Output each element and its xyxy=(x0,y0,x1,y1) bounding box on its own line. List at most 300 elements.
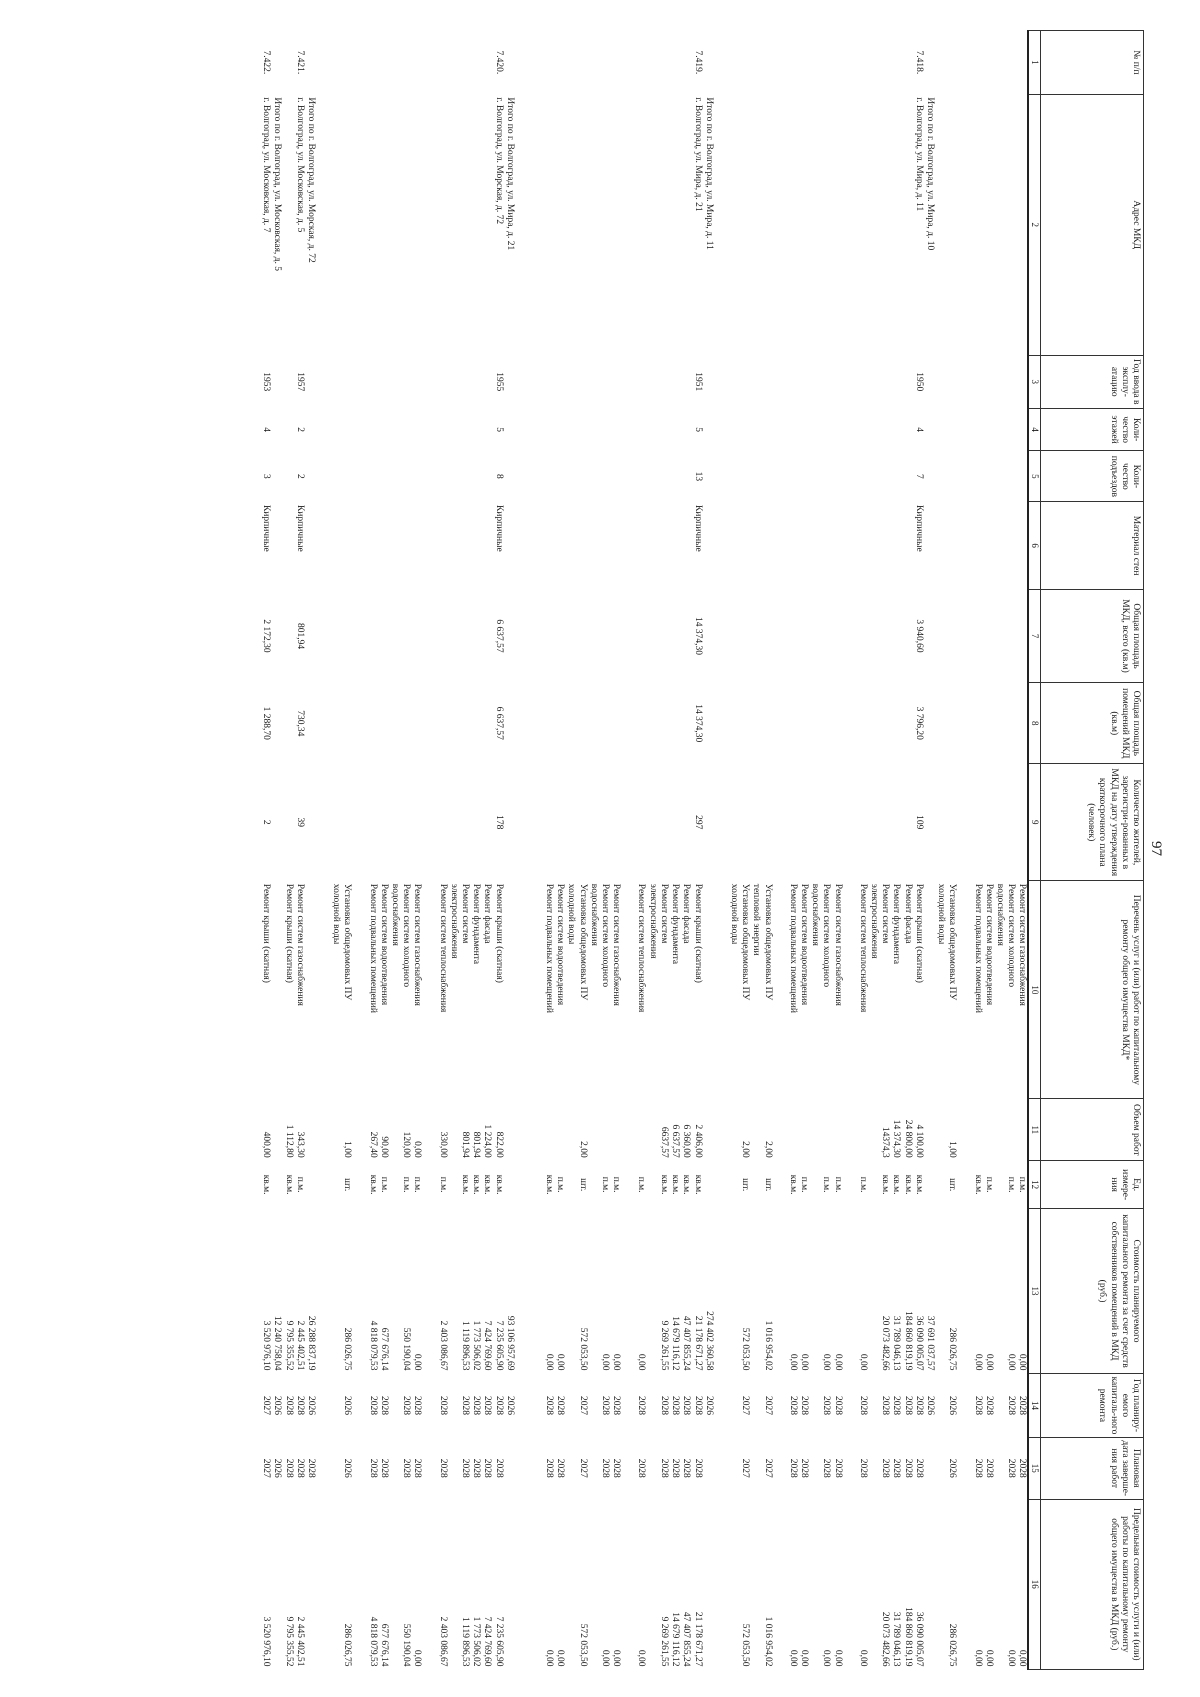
limit-cost-cell: 286 026,75 xyxy=(947,1623,958,1667)
wall-material-cell xyxy=(890,502,901,589)
entrances-cell xyxy=(316,451,330,502)
residents-cell: 297 xyxy=(692,815,703,830)
work-volume-cell xyxy=(820,1099,831,1161)
limit-cost-cell xyxy=(773,1499,787,1669)
total-area-cell xyxy=(422,589,436,683)
table-row xyxy=(857,31,868,1670)
entrances-cell xyxy=(857,451,868,502)
end-date-cell: 2028 xyxy=(972,1458,983,1478)
total-area-cell xyxy=(957,589,971,683)
repair-year-cell xyxy=(750,1374,761,1438)
work-volume-cell xyxy=(352,1099,366,1161)
premises-area-cell xyxy=(957,683,971,764)
residents-cell xyxy=(389,764,400,881)
wall-material-cell xyxy=(588,502,599,589)
repair-year-cell xyxy=(565,1374,576,1438)
wall-material-cell xyxy=(798,502,809,589)
table-row xyxy=(935,31,946,1670)
header-cell: Предельная стоимость услуги и (или) работы по капитальному ремонту общего имущества в МКД (руб.) xyxy=(1041,1499,1144,1669)
row-number-cell xyxy=(669,31,680,95)
row-number-cell xyxy=(366,31,377,95)
work-type-cell: Ремонт крыши (скатная) xyxy=(283,883,294,983)
residents-cell xyxy=(529,764,543,881)
planned-cost-cell xyxy=(843,1209,857,1374)
unit-cell: кв.м. xyxy=(787,1174,798,1195)
end-date-cell: 2028 xyxy=(692,1458,703,1478)
entrances-cell xyxy=(924,451,935,502)
address-cell: Итого по г. Волгоград, ул. Мира, д. 10 xyxy=(924,97,935,251)
unit-cell: кв.м. xyxy=(658,1174,669,1195)
total-area-cell xyxy=(543,589,554,683)
row-number-cell xyxy=(773,31,787,95)
work-volume-cell: 2,00 xyxy=(762,1141,773,1158)
row-number-cell: 7.422. xyxy=(261,50,272,75)
year-commissioned-cell xyxy=(515,355,529,408)
address-cell xyxy=(411,94,422,355)
limit-cost-cell: 20 073 482,66 xyxy=(880,1611,891,1667)
entrances-cell xyxy=(728,451,739,502)
work-type-cell: Ремонт крыши (скатная) xyxy=(261,883,272,983)
work-type-cell: холодной воды xyxy=(331,883,342,945)
residents-cell xyxy=(761,764,772,881)
column-number: 9 xyxy=(1028,764,1040,881)
premises-area-cell xyxy=(330,683,341,764)
premises-area-cell xyxy=(282,683,293,764)
spacer-row xyxy=(352,31,366,1670)
floors-cell xyxy=(714,408,728,451)
floors-cell xyxy=(481,408,492,451)
row-number-cell xyxy=(411,31,422,95)
limit-cost-cell xyxy=(271,1499,282,1669)
work-type-cell: Ремонт подвальных помещений xyxy=(972,883,983,1013)
residents-cell xyxy=(935,764,946,881)
end-date-cell: 2028 xyxy=(544,1458,555,1478)
entrances-cell xyxy=(761,451,772,502)
residents-cell xyxy=(352,764,366,881)
premises-area-cell xyxy=(728,683,739,764)
limit-cost-cell xyxy=(316,1499,330,1669)
work-type-cell xyxy=(529,881,543,1099)
wall-material-cell xyxy=(436,502,447,589)
table-row xyxy=(400,31,411,1670)
year-commissioned-cell xyxy=(971,355,982,408)
total-area-cell xyxy=(316,589,330,683)
planned-cost-cell xyxy=(957,1209,971,1374)
planned-cost-cell xyxy=(621,1209,635,1374)
planned-cost-cell: 31 789 046,13 xyxy=(891,1315,902,1371)
unit-cell: п.м. xyxy=(555,1176,566,1193)
work-type-cell xyxy=(924,881,935,1099)
year-commissioned-cell xyxy=(599,355,610,408)
work-type-cell: Установка общедомовых ПУ xyxy=(577,883,588,1001)
residents-cell xyxy=(635,764,646,881)
row-number-cell xyxy=(703,31,714,95)
wall-material-cell xyxy=(400,502,411,589)
wall-material-cell: Кирпичные xyxy=(294,504,305,552)
entrances-cell xyxy=(543,451,554,502)
unit-cell: п.м. xyxy=(636,1176,647,1193)
row-number-cell xyxy=(422,31,436,95)
unit-cell: кв.м. xyxy=(880,1174,891,1195)
header-cell: Общая площадь МКД, всего (кв.м) xyxy=(1041,589,1144,683)
entrances-cell: 7 xyxy=(913,474,924,479)
planned-cost-cell xyxy=(868,1209,879,1374)
planned-cost-cell: 572 053,50 xyxy=(577,1327,588,1371)
repair-year-cell xyxy=(621,1374,635,1438)
work-volume-cell xyxy=(647,1099,658,1161)
address-cell xyxy=(621,94,635,355)
year-commissioned-cell xyxy=(316,355,330,408)
unit-cell: кв.м. xyxy=(891,1174,902,1195)
entrances-cell xyxy=(901,451,912,502)
residents-cell xyxy=(728,764,739,881)
address-cell xyxy=(868,94,879,355)
planned-cost-cell xyxy=(728,1209,739,1374)
address-cell: Итого по г. Волгоград, ул. Мира, д. 11 xyxy=(703,97,714,250)
limit-cost-cell xyxy=(935,1499,946,1669)
entrances-cell: 3 xyxy=(261,474,272,479)
end-date-cell xyxy=(935,1437,946,1499)
wall-material-cell xyxy=(843,502,857,589)
wall-material-cell xyxy=(504,502,515,589)
table-row xyxy=(691,31,702,1670)
planned-cost-cell: 0,00 xyxy=(544,1353,555,1371)
entrances-cell xyxy=(459,451,470,502)
end-date-cell: 2028 xyxy=(294,1458,305,1478)
premises-area-cell xyxy=(400,683,411,764)
address-cell xyxy=(378,94,389,355)
premises-area-cell xyxy=(366,683,377,764)
floors-cell xyxy=(728,408,739,451)
floors-cell xyxy=(599,408,610,451)
unit-cell: п.м. xyxy=(437,1176,448,1193)
end-date-cell: 2028 xyxy=(611,1458,622,1478)
row-number-cell xyxy=(352,31,366,95)
floors-cell xyxy=(504,408,515,451)
table-row xyxy=(983,31,994,1670)
end-date-cell xyxy=(422,1437,436,1499)
entrances-cell xyxy=(599,451,610,502)
work-volume-cell xyxy=(857,1099,868,1161)
address-cell: г. Волгоград, ул. Мира, д. 21 xyxy=(692,97,703,212)
work-type-cell: Ремонт систем теплоснабжения xyxy=(857,883,868,1013)
total-area-cell: 3 940,60 xyxy=(913,619,924,653)
table-row xyxy=(565,31,576,1670)
row-number-cell xyxy=(957,31,971,95)
total-area-cell xyxy=(282,589,293,683)
spacer-row xyxy=(773,31,787,1670)
year-commissioned-cell: 1957 xyxy=(294,372,305,392)
residents-cell xyxy=(680,764,691,881)
table-row xyxy=(271,31,282,1670)
total-area-cell xyxy=(504,589,515,683)
year-commissioned-cell xyxy=(422,355,436,408)
planned-cost-cell xyxy=(714,1209,728,1374)
limit-cost-cell: 47 407 855,24 xyxy=(681,1611,692,1667)
address-cell xyxy=(680,94,691,355)
unit-cell xyxy=(994,1161,1005,1209)
premises-area-cell xyxy=(378,683,389,764)
limit-cost-cell: 9 269 261,55 xyxy=(658,1616,669,1667)
floors-cell xyxy=(658,408,669,451)
address-cell xyxy=(565,94,576,355)
wall-material-cell xyxy=(610,502,621,589)
work-volume-cell: 14374,3 xyxy=(880,1126,891,1158)
address-cell xyxy=(750,94,761,355)
wall-material-cell xyxy=(316,502,330,589)
work-volume-cell: 267,40 xyxy=(367,1131,378,1158)
repair-year-cell: 2028 xyxy=(857,1395,868,1415)
address-cell xyxy=(400,94,411,355)
end-date-cell: 2028 xyxy=(482,1458,493,1478)
limit-cost-cell: 0,00 xyxy=(555,1649,566,1667)
total-area-cell xyxy=(1016,589,1028,683)
address-cell xyxy=(481,94,492,355)
planned-cost-cell: 9 795 355,52 xyxy=(283,1320,294,1371)
page-number: 97 xyxy=(1148,841,1164,856)
row-number-cell xyxy=(658,31,669,95)
wall-material-cell xyxy=(703,502,714,589)
year-commissioned-cell xyxy=(901,355,912,408)
end-date-cell xyxy=(565,1437,576,1499)
residents-cell xyxy=(831,764,842,881)
header-cell: Плановая дата заверше-ния работ xyxy=(1041,1437,1144,1499)
year-commissioned-cell xyxy=(798,355,809,408)
table-row xyxy=(798,31,809,1670)
total-area-cell xyxy=(576,589,587,683)
planned-cost-cell: 0,00 xyxy=(972,1353,983,1371)
planned-cost-cell: 0,00 xyxy=(798,1353,809,1371)
end-date-cell: 2028 xyxy=(460,1458,471,1478)
repair-year-cell xyxy=(809,1374,820,1438)
planned-cost-cell: 2 403 086,67 xyxy=(437,1320,448,1371)
work-type-cell: водоснабжения xyxy=(994,883,1005,946)
table-row xyxy=(831,31,842,1670)
year-commissioned-cell xyxy=(635,355,646,408)
year-commissioned-cell xyxy=(448,355,459,408)
work-volume-cell: 1,00 xyxy=(947,1141,958,1158)
limit-cost-cell xyxy=(422,1499,436,1669)
unit-cell xyxy=(868,1161,879,1209)
repair-year-cell: 2028 xyxy=(482,1395,493,1415)
end-date-cell xyxy=(588,1437,599,1499)
repair-year-cell xyxy=(529,1374,543,1438)
floors-cell: 4 xyxy=(913,427,924,432)
limit-cost-cell: 36 090 005,07 xyxy=(913,1611,924,1667)
unit-cell xyxy=(588,1161,599,1209)
planned-cost-cell: 20 073 482,66 xyxy=(880,1315,891,1371)
address-cell xyxy=(901,94,912,355)
table-row xyxy=(411,31,422,1670)
year-commissioned-cell xyxy=(621,355,635,408)
residents-cell xyxy=(798,764,809,881)
premises-area-cell xyxy=(529,683,543,764)
row-number-cell xyxy=(389,31,400,95)
table-row xyxy=(1016,31,1028,1670)
repair-year-cell: 2028 xyxy=(880,1395,891,1415)
row-number-cell xyxy=(890,31,901,95)
planned-cost-cell xyxy=(422,1209,436,1374)
row-number-cell xyxy=(635,31,646,95)
work-volume-cell xyxy=(389,1099,400,1161)
table-row xyxy=(647,31,658,1670)
address-cell xyxy=(422,94,436,355)
work-type-cell: Ремонт крыши (скатная) xyxy=(913,883,924,983)
entrances-cell xyxy=(621,451,635,502)
row-number-cell xyxy=(543,31,554,95)
planned-cost-cell: 1 016 954,02 xyxy=(762,1320,773,1371)
row-number-cell xyxy=(305,31,316,95)
premises-area-cell xyxy=(971,683,982,764)
limit-cost-cell: 0,00 xyxy=(972,1649,983,1667)
column-number: 12 xyxy=(1028,1161,1040,1209)
work-type-cell: Ремонт фасада xyxy=(902,883,913,944)
end-date-cell: 2028 xyxy=(798,1458,809,1478)
work-volume-cell xyxy=(971,1099,982,1161)
address-cell xyxy=(599,94,610,355)
address-cell xyxy=(798,94,809,355)
work-type-cell xyxy=(621,881,635,1099)
address-cell: Итого по г. Волгоград, ул. Морская, д. 72 xyxy=(306,97,317,263)
address-cell xyxy=(635,94,646,355)
planned-cost-cell xyxy=(316,1209,330,1374)
work-volume-cell: 801,94 xyxy=(460,1131,471,1158)
work-volume-cell xyxy=(305,1099,316,1161)
total-area-cell xyxy=(448,589,459,683)
wall-material-cell xyxy=(857,502,868,589)
limit-cost-cell: 0,00 xyxy=(412,1649,423,1667)
residents-cell xyxy=(341,764,352,881)
work-volume-cell: 1 224,00 xyxy=(482,1124,493,1158)
end-date-cell xyxy=(957,1437,971,1499)
work-volume-cell: 6637,57 xyxy=(658,1126,669,1158)
unit-cell xyxy=(703,1161,714,1209)
work-type-cell: Ремонт систем холодного xyxy=(1006,883,1017,988)
unit-cell xyxy=(316,1161,330,1209)
planned-cost-cell xyxy=(389,1209,400,1374)
limit-cost-cell: 0,00 xyxy=(1006,1649,1017,1667)
header-cell: Год ввода в эксплу-атацию xyxy=(1041,355,1144,408)
year-commissioned-cell xyxy=(610,355,621,408)
premises-area-cell xyxy=(481,683,492,764)
year-commissioned-cell xyxy=(957,355,971,408)
address-cell xyxy=(366,94,377,355)
limit-cost-cell: 0,00 xyxy=(787,1649,798,1667)
residents-cell xyxy=(857,764,868,881)
work-volume-cell: 24 800,00 xyxy=(902,1119,913,1158)
unit-cell xyxy=(728,1161,739,1209)
unit-cell xyxy=(809,1161,820,1209)
floors-cell xyxy=(305,408,316,451)
floors-cell xyxy=(316,408,330,451)
year-commissioned-cell xyxy=(459,355,470,408)
floors-cell xyxy=(843,408,857,451)
end-date-cell xyxy=(515,1437,529,1499)
floors-cell xyxy=(935,408,946,451)
year-commissioned-cell xyxy=(330,355,341,408)
wall-material-cell xyxy=(621,502,635,589)
row-number-cell xyxy=(971,31,982,95)
table-row xyxy=(635,31,646,1670)
limit-cost-cell: 7 235 605,90 xyxy=(493,1616,504,1667)
column-number: 13 xyxy=(1028,1209,1040,1374)
end-date-cell: 2028 xyxy=(555,1458,566,1478)
planned-cost-cell xyxy=(935,1209,946,1374)
planned-cost-cell: 286 026,75 xyxy=(342,1327,353,1371)
entrances-cell xyxy=(554,451,565,502)
total-area-cell xyxy=(599,589,610,683)
row-number-cell xyxy=(750,31,761,95)
work-type-cell: Ремонт подвальных помещений xyxy=(367,883,378,1013)
work-volume-cell xyxy=(868,1099,879,1161)
entrances-cell xyxy=(400,451,411,502)
address-cell xyxy=(831,94,842,355)
unit-cell xyxy=(448,1161,459,1209)
unit-cell: п.м. xyxy=(798,1176,809,1193)
premises-area-cell xyxy=(448,683,459,764)
floors-cell: 5 xyxy=(493,427,504,432)
table-row xyxy=(820,31,831,1670)
repair-year-cell: 2027 xyxy=(762,1395,773,1415)
entrances-cell xyxy=(389,451,400,502)
header-cell: Адрес МКД xyxy=(1041,94,1144,355)
work-type-cell: Установка общедомовых ПУ xyxy=(762,883,773,1001)
work-volume-cell xyxy=(543,1099,554,1161)
limit-cost-cell xyxy=(504,1499,515,1669)
floors-cell xyxy=(798,408,809,451)
entrances-cell: 8 xyxy=(493,474,504,479)
end-date-cell xyxy=(809,1437,820,1499)
total-area-cell xyxy=(436,589,447,683)
unit-cell: кв.м. xyxy=(670,1174,681,1195)
year-commissioned-cell xyxy=(504,355,515,408)
repair-year-cell: 2026 xyxy=(947,1395,958,1415)
total-area-cell xyxy=(635,589,646,683)
floors-cell xyxy=(543,408,554,451)
limit-cost-cell xyxy=(389,1499,400,1669)
wall-material-cell xyxy=(305,502,316,589)
planned-cost-cell: 9 269 261,55 xyxy=(658,1320,669,1371)
wall-material-cell xyxy=(422,502,436,589)
residents-cell xyxy=(739,764,750,881)
premises-area-cell xyxy=(761,683,772,764)
entrances-cell xyxy=(481,451,492,502)
entrances-cell xyxy=(983,451,994,502)
row-number-cell xyxy=(831,31,842,95)
work-volume-cell: 120,00 xyxy=(401,1131,412,1158)
floors-cell xyxy=(1016,408,1028,451)
spacer-row xyxy=(714,31,728,1670)
row-number-cell: 7.419. xyxy=(692,50,703,75)
limit-cost-cell xyxy=(750,1499,761,1669)
entrances-cell xyxy=(703,451,714,502)
address-cell xyxy=(983,94,994,355)
end-date-cell: 2028 xyxy=(891,1458,902,1478)
unit-cell: кв.м. xyxy=(544,1174,555,1195)
year-commissioned-cell: 1951 xyxy=(692,372,703,392)
entrances-cell xyxy=(470,451,481,502)
residents-cell xyxy=(994,764,1005,881)
address-cell xyxy=(773,94,787,355)
premises-area-cell xyxy=(831,683,842,764)
work-type-cell: Ремонт крыши (скатная) xyxy=(493,883,504,983)
table-row xyxy=(924,31,935,1670)
premises-area-cell xyxy=(599,683,610,764)
floors-cell xyxy=(857,408,868,451)
work-type-cell xyxy=(422,881,436,1099)
premises-area-cell xyxy=(703,683,714,764)
entrances-cell xyxy=(411,451,422,502)
